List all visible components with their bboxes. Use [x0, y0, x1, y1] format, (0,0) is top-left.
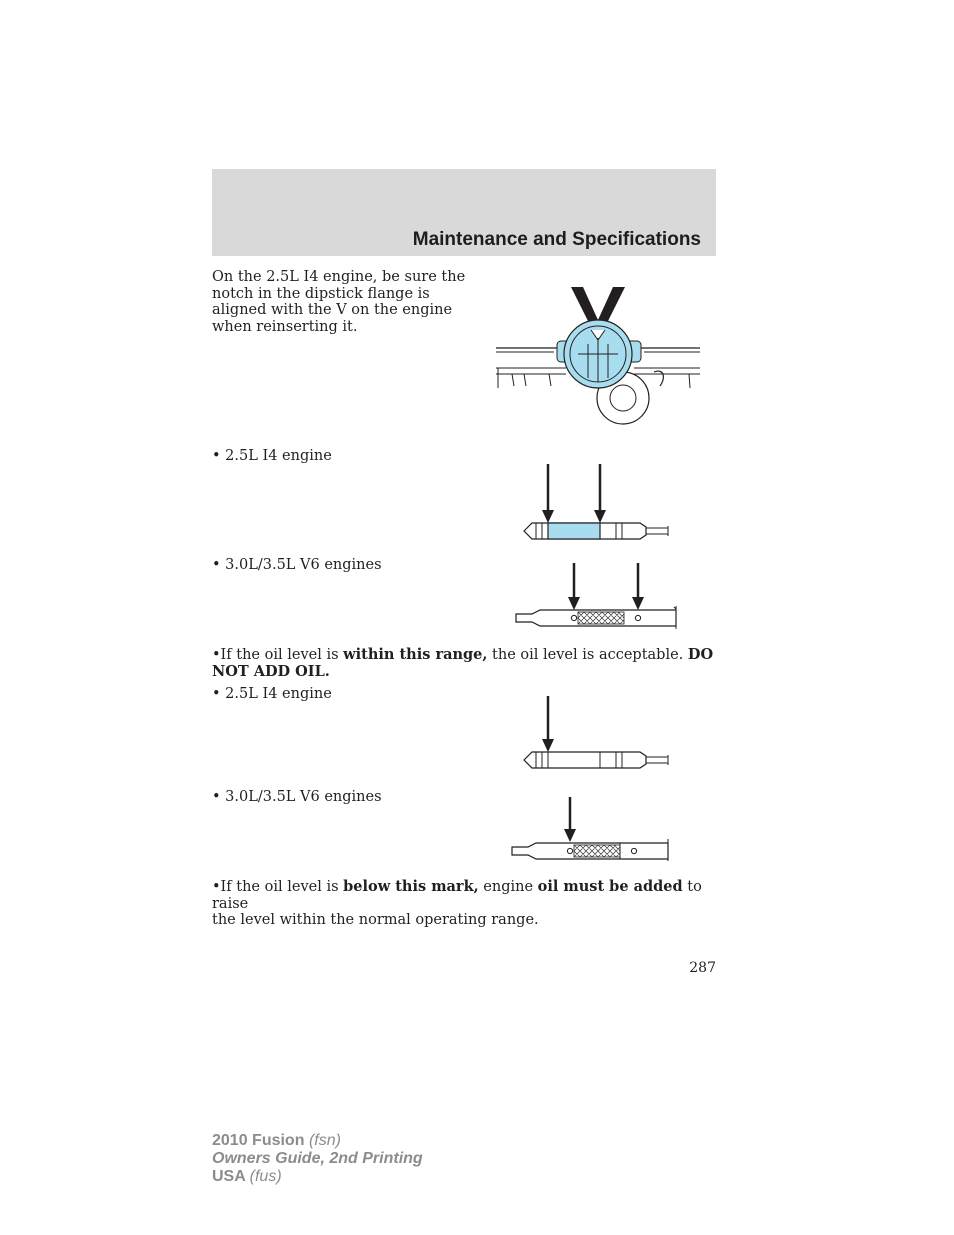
footer	[212, 1132, 423, 1186]
range-note-line-1	[212, 647, 716, 664]
below-note	[212, 879, 716, 929]
range-note-line-2	[212, 664, 716, 681]
arrow-down-icon	[542, 739, 554, 752]
header-band	[212, 169, 716, 256]
footer-model: 2010 Fusion	[212, 1132, 305, 1149]
footer-region: USA	[212, 1168, 246, 1185]
page-number: 287	[689, 960, 716, 976]
range-note-prefix: •If the oil level is	[212, 647, 344, 663]
footer-guide: Owners Guide, 2nd Printing	[212, 1150, 423, 1167]
arrow-down-icon	[542, 510, 554, 523]
arrow-down-icon	[564, 829, 576, 842]
intro-line-4: when reinserting it.	[212, 318, 358, 335]
footer-model-line	[212, 1132, 423, 1150]
below-note-emphasis: below this mark,	[343, 878, 479, 895]
dipstick-v6-below-illustration	[506, 795, 676, 863]
dipstick-flange-illustration	[494, 282, 704, 427]
below-note-action: oil must be added	[537, 878, 683, 895]
intro-line-3: aligned with the V on the engine	[212, 302, 453, 318]
footer-region-line	[212, 1168, 423, 1186]
footer-model-code: (fsn)	[308, 1132, 341, 1149]
below-note-middle: engine	[478, 879, 538, 895]
below-note-line-1	[212, 879, 716, 912]
page-title: Maintenance and Specifications	[412, 229, 701, 250]
dipstick-i4-range-illustration	[520, 462, 672, 546]
label-i4-below: • 2.5L I4 engine	[212, 686, 332, 702]
intro-paragraph	[212, 269, 465, 335]
range-note-emphasis: within this range,	[343, 646, 488, 663]
footer-guide-line	[212, 1150, 423, 1168]
footer-region-code: (fus)	[249, 1168, 282, 1185]
range-note-warning-start: DO	[687, 646, 714, 663]
below-note-suffix: to raise	[212, 879, 702, 912]
dipstick-v6-range-illustration	[510, 561, 680, 633]
label-v6-below: • 3.0L/3.5L V6 engines	[212, 789, 382, 805]
label-v6-range: • 3.0L/3.5L V6 engines	[212, 557, 382, 573]
dipstick-i4-below-illustration	[520, 694, 672, 774]
label-i4-range: • 2.5L I4 engine	[212, 448, 332, 464]
range-note	[212, 647, 716, 680]
intro-line-1: On the 2.5L I4 engine, be sure the	[212, 269, 466, 285]
below-note-prefix: •If the oil level is	[212, 879, 344, 895]
arrow-down-icon	[594, 510, 606, 523]
arrow-down-icon	[632, 597, 644, 610]
range-note-middle: the oil level is acceptable.	[487, 647, 688, 663]
range-note-warning-end: NOT ADD OIL.	[212, 662, 330, 680]
intro-line-2: notch in the dipstick flange is	[212, 285, 430, 302]
arrow-down-icon	[568, 597, 580, 610]
below-note-line-2: the level within the normal operating range.	[212, 912, 539, 928]
